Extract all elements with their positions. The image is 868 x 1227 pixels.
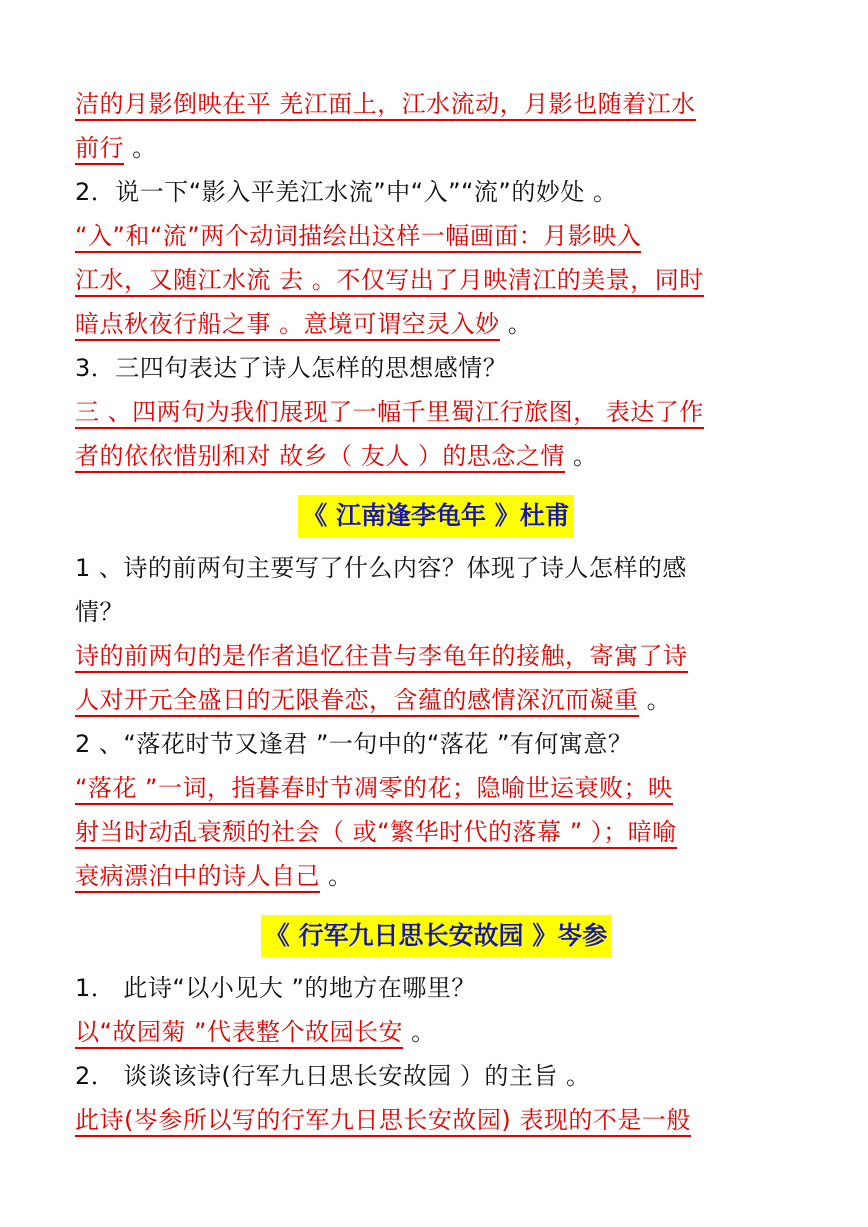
punctuation: 。 [320, 862, 353, 890]
punctuation: 。 [499, 310, 533, 338]
answer-line [75, 126, 797, 170]
answer-text: 者的依依惜别和对 故乡（ 友人 ）的思念之情 [75, 442, 565, 473]
answer-line [75, 214, 797, 258]
answer-line [75, 302, 797, 346]
question-line: 情？ [75, 598, 124, 626]
punctuation: 。 [403, 1018, 436, 1046]
answer-line [75, 810, 797, 854]
answer-text: 洁的月影倒映在平 羌江面上，江水流动，月影也随着江水 [75, 90, 696, 121]
poem-title-row [75, 484, 797, 546]
answer-text: 三 、四两句为我们展现了一幅千里蜀江行旅图， 表达了作 [75, 398, 704, 429]
answer-text: 此诗(岑参所以写的行军九日思长安故园) 表现的不是一般 [75, 1106, 691, 1137]
poem-title: 《 行军九日思长安故园 》岑参 [261, 915, 611, 957]
answer-text: 射当时动乱衰颓的社会（ 或“繁华时代的落幕 ” ）；暗喻 [75, 818, 677, 849]
question-line: 1 、诗的前两句主要写了什么内容？体现了诗人怎样的感 [75, 554, 687, 582]
answer-line [75, 82, 797, 126]
answer-text: “落花 ”一词，指暮春时节凋零的花；隐喻世运衰败；映 [75, 774, 673, 805]
poem-title-row [75, 904, 797, 966]
answer-text: 衰病漂泊中的诗人自己 [75, 862, 320, 893]
answer-line [75, 390, 797, 434]
punctuation: 。 [124, 134, 157, 162]
question-line: 2． 谈谈该诗(行军九日思长安故园 ）的主旨 。 [75, 1062, 591, 1090]
answer-line [75, 634, 797, 678]
answer-line [75, 766, 797, 810]
answer-text: 前行 [75, 134, 124, 165]
answer-line [75, 678, 797, 722]
punctuation: 。 [564, 442, 598, 470]
answer-line [75, 258, 797, 302]
answer-line [75, 434, 797, 478]
punctuation: 。 [638, 686, 672, 714]
answer-line [75, 854, 797, 898]
answer-text: 诗的前两句的是作者追忆往昔与李龟年的接触，寄寓了诗 [75, 642, 688, 673]
answer-text: 以“故园菊 ”代表整个故园长安 [75, 1018, 403, 1049]
question-line: 3．三四句表达了诗人怎样的思想感情？ [75, 354, 508, 382]
question-line: 1． 此诗“以小见大 ”的地方在哪里？ [75, 974, 476, 1002]
poem-title: 《 江南逢李龟年 》杜甫 [298, 495, 573, 537]
answer-text: 人对开元全盛日的无限眷恋，含蕴的感情深沉而凝重 [75, 686, 639, 717]
document-page [75, 82, 797, 1142]
answer-line [75, 1098, 797, 1142]
question-line: 2 、“落花时节又逢君 ”一句中的“落花 ”有何寓意？ [75, 730, 633, 758]
answer-text: “入”和“流”两个动词描绘出这样一幅画面：月影映入 [75, 222, 641, 253]
answer-text: 江水，又随江水流 去 。不仅写出了月映清江的美景，同时 [75, 266, 704, 297]
answer-line [75, 1010, 797, 1054]
question-line: 2．说一下“影入平羌江水流”中“入”“流”的妙处 。 [75, 178, 618, 206]
answer-text: 暗点秋夜行船之事 。意境可谓空灵入妙 [75, 310, 500, 341]
